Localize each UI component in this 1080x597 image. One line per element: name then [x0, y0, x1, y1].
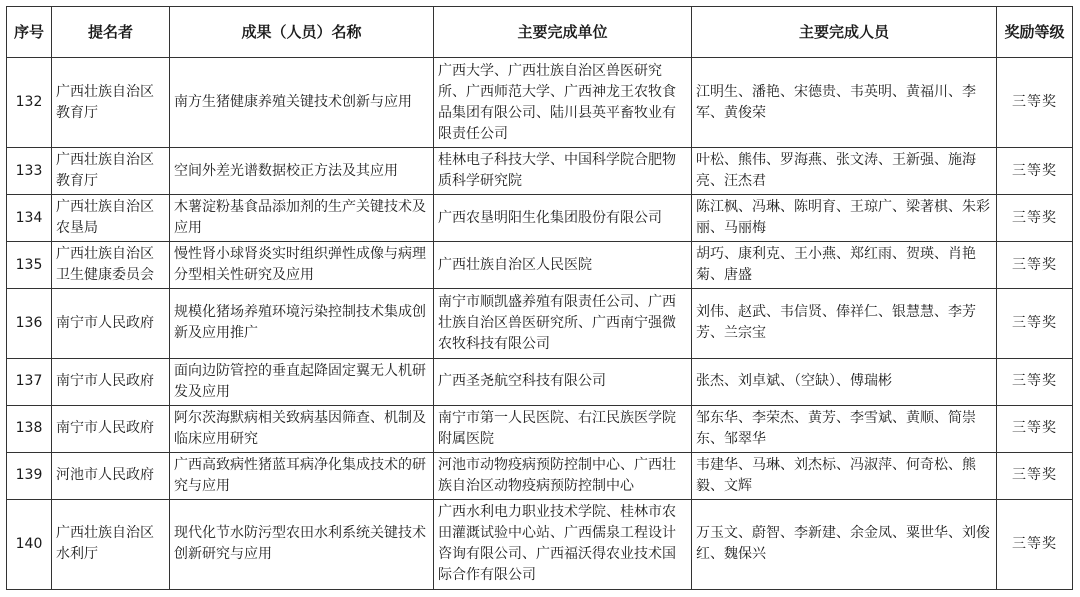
row-people: 张杰、刘卓斌、（空缺）、傅瑞彬	[692, 358, 997, 405]
row-num: 136	[7, 289, 52, 359]
row-units: 南宁市顺凯盛养殖有限责任公司、广西壮族自治区兽医研究所、广西南宁强微农牧科技有限公司	[434, 289, 692, 359]
row-title: 面向边防管控的垂直起降固定翼无人机研发及应用	[170, 358, 434, 405]
row-people: 胡巧、康利克、王小燕、郑红雨、贺瑛、肖艳菊、唐盛	[692, 242, 997, 289]
row-nominator: 广西壮族自治区卫生健康委员会	[52, 242, 170, 289]
row-grade: 三等奖	[997, 499, 1073, 589]
row-people: 万玉文、蔚智、李新建、余金凤、粟世华、刘俊红、魏保兴	[692, 499, 997, 589]
row-units: 广西农垦明阳生化集团股份有限公司	[434, 195, 692, 242]
row-num: 138	[7, 405, 52, 452]
row-num: 140	[7, 499, 52, 589]
table-row	[7, 195, 1073, 242]
header-units: 主要完成单位	[434, 7, 692, 58]
table-row	[7, 289, 1073, 359]
row-num: 139	[7, 452, 52, 499]
row-nominator: 广西壮族自治区教育厅	[52, 148, 170, 195]
table-row	[7, 452, 1073, 499]
row-num: 133	[7, 148, 52, 195]
row-num: 135	[7, 242, 52, 289]
table-row	[7, 58, 1073, 148]
row-title: 现代化节水防污型农田水利系统关键技术创新研究与应用	[170, 499, 434, 589]
header-grade: 奖励等级	[997, 7, 1073, 58]
row-units: 广西大学、广西壮族自治区兽医研究所、广西师范大学、广西神龙王农牧食品集团有限公司、陆川县英平畜牧业有限责任公司	[434, 58, 692, 148]
row-grade: 三等奖	[997, 289, 1073, 359]
row-units: 广西壮族自治区人民医院	[434, 242, 692, 289]
row-title: 空间外差光谱数据校正方法及其应用	[170, 148, 434, 195]
header-people: 主要完成人员	[692, 7, 997, 58]
row-title: 木薯淀粉基食品添加剂的生产关键技术及应用	[170, 195, 434, 242]
row-units: 南宁市第一人民医院、右江民族医学院附属医院	[434, 405, 692, 452]
header-title: 成果（人员）名称	[170, 7, 434, 58]
row-people: 江明生、潘艳、宋德贵、韦英明、黄福川、李军、黄俊荣	[692, 58, 997, 148]
table-row	[7, 499, 1073, 589]
row-units: 桂林电子科技大学、中国科学院合肥物质科学研究院	[434, 148, 692, 195]
row-nominator: 河池市人民政府	[52, 452, 170, 499]
row-title: 广西高致病性猪蓝耳病净化集成技术的研究与应用	[170, 452, 434, 499]
award-table	[6, 6, 1073, 590]
table-row	[7, 148, 1073, 195]
row-nominator: 南宁市人民政府	[52, 358, 170, 405]
row-num: 134	[7, 195, 52, 242]
award-list-document	[6, 6, 1072, 590]
row-people: 叶松、熊伟、罗海燕、张文涛、王新强、施海亮、汪杰君	[692, 148, 997, 195]
row-grade: 三等奖	[997, 452, 1073, 499]
row-title: 南方生猪健康养殖关键技术创新与应用	[170, 58, 434, 148]
row-nominator: 南宁市人民政府	[52, 405, 170, 452]
row-people: 邹东华、李荣杰、黄芳、李雪斌、黄顺、简崇东、邹翠华	[692, 405, 997, 452]
row-grade: 三等奖	[997, 358, 1073, 405]
row-num: 137	[7, 358, 52, 405]
row-grade: 三等奖	[997, 195, 1073, 242]
header-nominator: 提名者	[52, 7, 170, 58]
row-grade: 三等奖	[997, 405, 1073, 452]
row-grade: 三等奖	[997, 242, 1073, 289]
table-row	[7, 358, 1073, 405]
row-units: 河池市动物疫病预防控制中心、广西壮族自治区动物疫病预防控制中心	[434, 452, 692, 499]
row-people: 韦建华、马琳、刘杰标、冯淑萍、何奇松、熊毅、文辉	[692, 452, 997, 499]
row-people: 刘伟、赵武、韦信贤、俸祥仁、银慧慧、李芳芳、兰宗宝	[692, 289, 997, 359]
table-row	[7, 242, 1073, 289]
row-people: 陈江枫、冯琳、陈明育、王琼广、梁著棋、朱彩丽、马丽梅	[692, 195, 997, 242]
header-num: 序号	[7, 7, 52, 58]
row-num: 132	[7, 58, 52, 148]
row-title: 慢性肾小球肾炎实时组织弹性成像与病理分型相关性研究及应用	[170, 242, 434, 289]
row-nominator: 广西壮族自治区教育厅	[52, 58, 170, 148]
row-nominator: 广西壮族自治区农垦局	[52, 195, 170, 242]
row-units: 广西水利电力职业技术学院、桂林市农田灌溉试验中心站、广西儒泉工程设计咨询有限公司、广西福沃得农业技术国际合作有限公司	[434, 499, 692, 589]
table-row	[7, 405, 1073, 452]
row-title: 阿尔茨海默病相关致病基因筛查、机制及临床应用研究	[170, 405, 434, 452]
row-grade: 三等奖	[997, 58, 1073, 148]
table-header-row	[7, 7, 1073, 58]
row-nominator: 南宁市人民政府	[52, 289, 170, 359]
row-grade: 三等奖	[997, 148, 1073, 195]
row-units: 广西圣尧航空科技有限公司	[434, 358, 692, 405]
row-nominator: 广西壮族自治区水利厅	[52, 499, 170, 589]
row-title: 规模化猪场养殖环境污染控制技术集成创新及应用推广	[170, 289, 434, 359]
